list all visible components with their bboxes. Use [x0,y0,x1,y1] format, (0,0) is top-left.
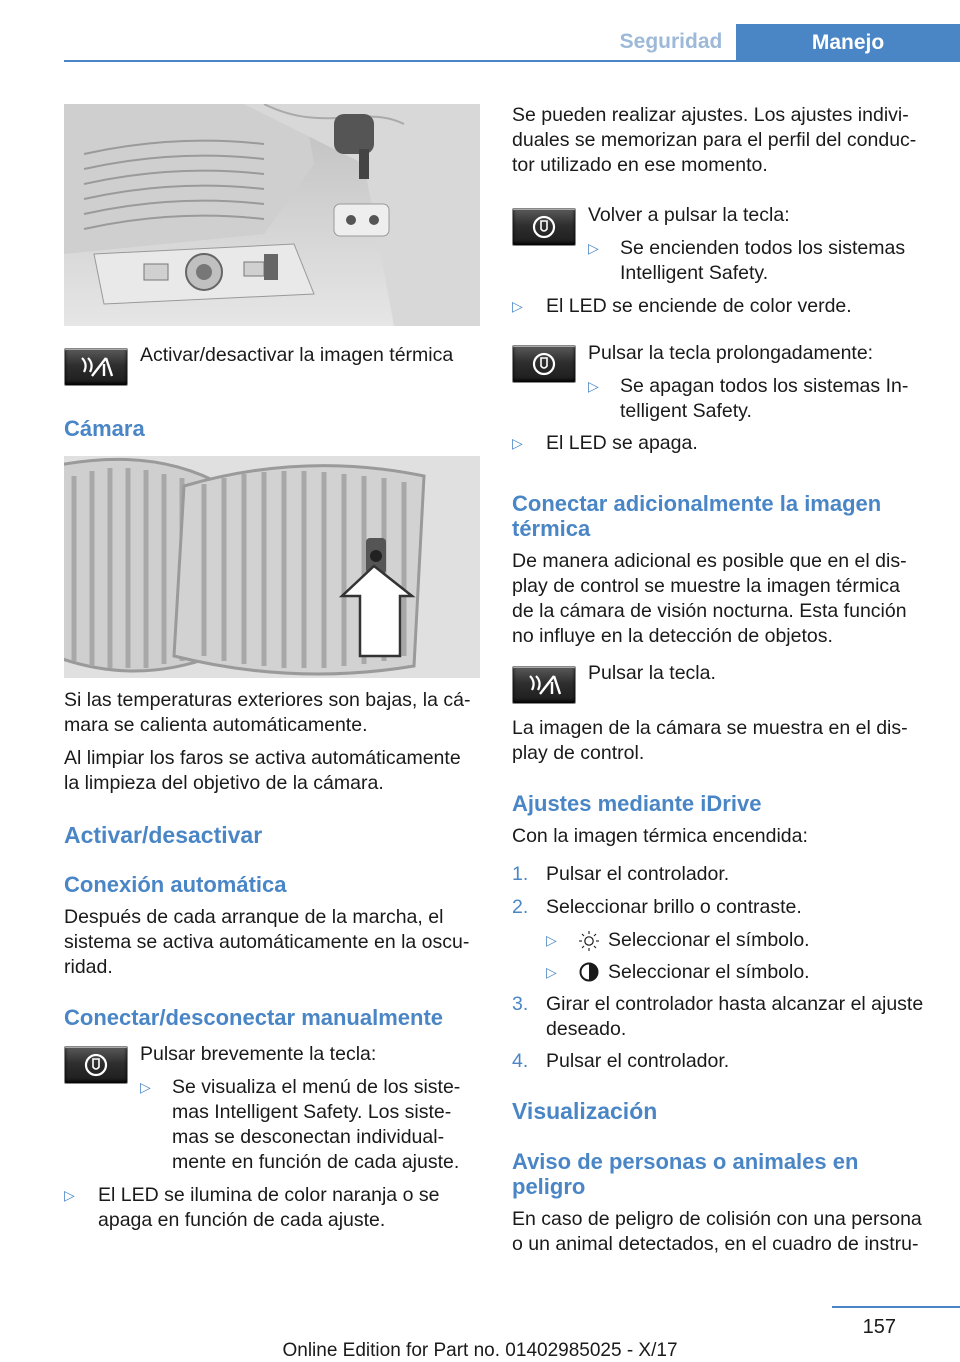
step-1-text: Pulsar el controlador. [546,863,730,885]
long-press-text: Pulsar la tecla prolongadamente: [588,342,874,364]
edition-footer: Online Edition for Part no. 01402985025 - X/17 [282,1340,678,1361]
heading-aviso-personas: Aviso de personas o animales en [512,1149,859,1174]
bullet-icon: ▷ [140,1079,151,1095]
bullet-icon: ▷ [64,1187,75,1203]
header-rule [64,60,960,62]
again-press-text: Volver a pulsar la tecla: [588,204,790,226]
manual-b1-line-4: mente en función de cada ajuste. [172,1151,460,1173]
add-line-2: play de control se muestre la imagen térmica [512,575,901,597]
add-line-3: de la cámara de visión nocturna. Esta función [512,600,907,622]
step-4-text: Pulsar el controlador. [546,1050,730,1072]
step-2-b2: Seleccionar el símbolo. [608,961,810,983]
heading-activar-desactivar: Activar/desactivar [64,822,263,848]
dashboard-photo [64,104,480,326]
manual-b1-line-3: mas se desconectan individual‐ [172,1126,445,1148]
grille-camera-photo [64,456,480,678]
step-4-number: 4. [512,1050,529,1072]
long-b2: El LED se apaga. [546,432,698,454]
auto-line-1: Después de cada arranque de la marcha, el [64,906,444,928]
half-circle-icon [578,961,600,983]
camera-text-2-line-1: Al limpiar los faros se activa automáticamente [64,747,461,769]
add-line-4: no influye en la detección de objetos. [512,625,833,647]
footer-rule [832,1306,960,1308]
tab-seguridad[interactable]: Seguridad [606,24,736,60]
sun-icon [578,930,600,952]
bullet-icon: ▷ [588,378,599,394]
auto-line-2: sistema se activa automáticamente en la oscu‐ [64,931,470,953]
thermal-caption: Activar/desactivar la imagen térmica [140,344,454,366]
heading-conectar-adicionalmente-line-2: térmica [512,516,591,541]
step-3-line-2: deseado. [546,1018,627,1040]
warn-line-1: En caso de peligro de colisión con una persona [512,1208,922,1230]
camera-text-1-line-2: mara se calienta automáticamente. [64,714,368,736]
heading-ajustes-idrive: Ajustes mediante iDrive [512,791,762,816]
thermal-image-button-icon [512,666,576,704]
manual-press-text: Pulsar brevemente la tecla: [140,1043,377,1065]
settings-line-3: tor utilizado en ese momento. [512,154,768,176]
manual-b1-line-2: mas Intelligent Safety. Los siste‐ [172,1101,452,1123]
manual-b2-line-1: El LED se ilumina de color naranja o se [98,1184,440,1206]
intelligent-safety-button-icon [512,345,576,383]
bullet-icon: ▷ [588,240,599,256]
heading-camara: Cámara [64,416,145,441]
tab-manejo[interactable]: Manejo [736,24,960,62]
step-3-line-1: Girar el controlador hasta alcanzar el ajuste [546,993,924,1015]
bullet-icon: ▷ [512,435,523,451]
heading-conexion-automatica: Conexión automática [64,872,287,897]
settings-line-1: Se pueden realizar ajustes. Los ajustes indivi‐ [512,104,909,126]
manual-b2-line-2: apaga en función de cada ajuste. [98,1209,386,1231]
add-line-1: De manera adicional es posible que en el dis‐ [512,550,907,572]
warn-line-2: o un animal detectados, en el cuadro de instru‐ [512,1233,919,1255]
camera-text-2-line-2: la limpieza del objetivo de la cámara. [64,772,384,794]
result-line-1: La imagen de la cámara se muestra en el dis‐ [512,717,908,739]
bullet-icon: ▷ [512,298,523,314]
again-b1-line-2: Intelligent Safety. [620,262,769,284]
again-b2: El LED se enciende de color verde. [546,295,852,317]
auto-line-3: ridad. [64,956,113,978]
step-2-number: 2. [512,896,529,918]
step-1-number: 1. [512,863,529,885]
long-b1-line-2: telligent Safety. [620,400,752,422]
result-line-2: play de control. [512,742,645,764]
thermal-image-button-icon [64,348,128,386]
page-number: 157 [862,1316,896,1338]
again-b1-line-1: Se encienden todos los sistemas [620,237,906,259]
bullet-icon: ▷ [546,932,557,948]
settings-line-2: duales se memorizan para el perfil del conduc‐ [512,129,917,151]
heading-aviso-personas-line-2: peligro [512,1174,586,1199]
heading-conectar-adicionalmente: Conectar adicionalmente la imagen [512,491,882,516]
intelligent-safety-button-icon [64,1046,128,1084]
step-2-text: Seleccionar brillo o contraste. [546,896,802,918]
intelligent-safety-button-icon [512,208,576,246]
add-press-text: Pulsar la tecla. [588,662,716,684]
idrive-intro: Con la imagen térmica encendida: [512,825,808,847]
bullet-icon: ▷ [546,964,557,980]
step-2-b1: Seleccionar el símbolo. [608,929,810,951]
heading-conectar-desconectar: Conectar/desconectar manualmente [64,1005,444,1030]
heading-visualizacion: Visualización [512,1098,658,1124]
long-b1-line-1: Se apagan todos los sistemas In‐ [620,375,909,397]
camera-text-1-line-1: Si las temperaturas exteriores son bajas, la cá‐ [64,689,471,711]
step-3-number: 3. [512,993,529,1015]
manual-b1-line-1: Se visualiza el menú de los siste‐ [172,1076,461,1098]
